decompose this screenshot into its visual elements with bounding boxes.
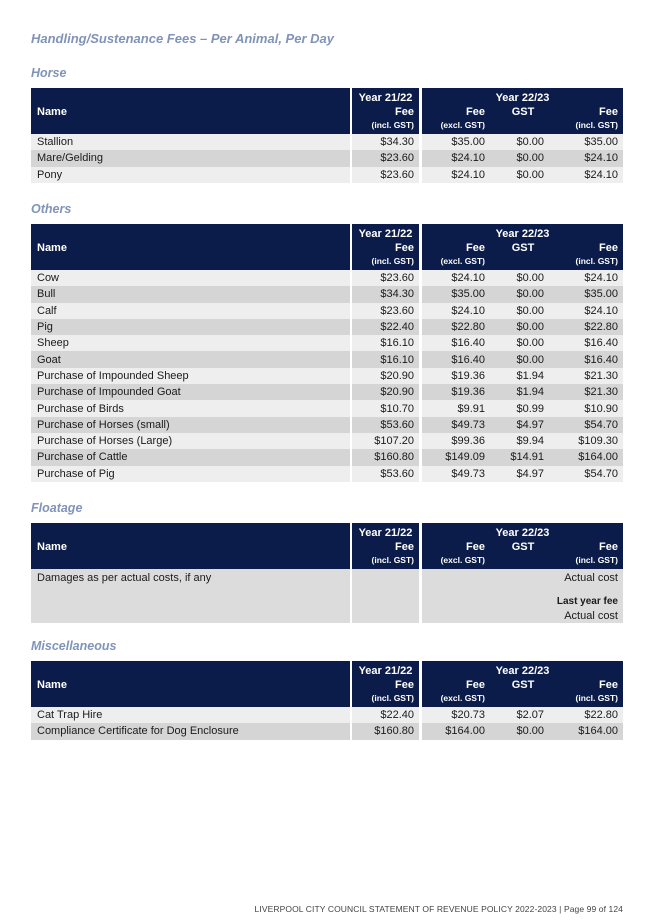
table-row	[31, 433, 623, 449]
table-row	[31, 167, 623, 183]
section-title-horse: Horse	[31, 66, 67, 80]
fee-2223-excl-gst: $16.40	[422, 351, 490, 367]
fee-2223-excl-gst: $24.10	[422, 150, 490, 166]
misc-fees-table	[31, 661, 623, 740]
column-header-name: Name	[31, 88, 350, 134]
row-name: Purchase of Horses (Large)	[31, 433, 350, 449]
column-header-gst: GST	[490, 678, 556, 692]
horse-fees-table	[31, 88, 623, 183]
column-header-year-prev: Year 21/22	[350, 661, 419, 678]
fee-2223-incl-gst: $164.00	[556, 723, 623, 739]
fee-2223-incl-gst: $24.10	[556, 303, 623, 319]
table-row	[31, 400, 623, 416]
table-row	[31, 335, 623, 351]
gst-2223: $0.99	[490, 400, 556, 416]
actual-cost-cell	[422, 569, 623, 623]
table-row	[31, 150, 623, 166]
column-header-gst: GST	[490, 241, 556, 255]
floatage-fees-table	[31, 523, 623, 623]
fee-2223-excl-gst: $164.00	[422, 723, 490, 739]
page-footer: LIVERPOOL CITY COUNCIL STATEMENT OF REVENUE POLICY 2022-2023 | Page 99 of 124	[254, 904, 623, 914]
fee-2223-incl-gst: $10.90	[556, 400, 623, 416]
fee-2122-incl-gst: $23.60	[350, 303, 419, 319]
column-subheader-excl-gst: (excl. GST)	[422, 692, 490, 707]
fee-2122-incl-gst: $53.60	[350, 417, 419, 433]
fee-2223-excl-gst: $24.10	[422, 167, 490, 183]
row-name: Mare/Gelding	[31, 150, 350, 166]
column-header-fee-prev: Fee	[350, 105, 419, 119]
column-header-year-cur: Year 22/23	[422, 88, 623, 105]
fee-2223-excl-gst: $49.73	[422, 417, 490, 433]
fee-2122-incl-gst: $20.90	[350, 384, 419, 400]
gst-2223: $0.00	[490, 150, 556, 166]
row-name: Damages as per actual costs, if any	[31, 569, 350, 623]
gst-2223: $1.94	[490, 384, 556, 400]
fee-2223-excl-gst: $22.80	[422, 319, 490, 335]
column-header-name: Name	[31, 224, 350, 270]
fee-2223-incl-gst: $16.40	[556, 335, 623, 351]
column-header-fee-incl: Fee	[556, 678, 623, 692]
column-subheader-incl-gst: (incl. GST)	[556, 692, 623, 707]
row-name: Purchase of Impounded Goat	[31, 384, 350, 400]
gst-2223: $0.00	[490, 723, 556, 739]
fee-2122-incl-gst: $23.60	[350, 150, 419, 166]
table-row	[31, 384, 623, 400]
fee-2223-excl-gst: $19.36	[422, 384, 490, 400]
row-name: Pig	[31, 319, 350, 335]
column-header-fee-prev: Fee	[350, 540, 419, 554]
column-subheader-incl-gst: (incl. GST)	[556, 119, 623, 134]
fee-2223-incl-gst: $16.40	[556, 351, 623, 367]
column-header-fee-excl: Fee	[422, 540, 490, 554]
section-title-miscellaneous: Miscellaneous	[31, 639, 117, 653]
column-subheader-incl-gst-prev: (incl. GST)	[350, 554, 419, 569]
row-name: Compliance Certificate for Dog Enclosure	[31, 723, 350, 739]
fee-2122-incl-gst: $20.90	[350, 368, 419, 384]
row-name: Purchase of Cattle	[31, 449, 350, 465]
fee-2223-excl-gst: $24.10	[422, 270, 490, 286]
column-subheader-incl-gst-prev: (incl. GST)	[350, 692, 419, 707]
table-row	[31, 569, 623, 623]
fee-2223-excl-gst: $16.40	[422, 335, 490, 351]
fee-2122-incl-gst: $23.60	[350, 270, 419, 286]
row-name: Purchase of Birds	[31, 400, 350, 416]
gst-2223: $0.00	[490, 286, 556, 302]
column-header-fee-incl: Fee	[556, 105, 623, 119]
table-row	[31, 319, 623, 335]
fee-2122-incl-gst: $16.10	[350, 335, 419, 351]
fee-2223-incl-gst: $21.30	[556, 368, 623, 384]
row-name: Cow	[31, 270, 350, 286]
row-name: Goat	[31, 351, 350, 367]
fee-2223-incl-gst: $24.10	[556, 167, 623, 183]
fee-2223-incl-gst: $22.80	[556, 707, 623, 723]
fee-2223-excl-gst: $99.36	[422, 433, 490, 449]
table-row	[31, 723, 623, 739]
fee-2223-incl-gst: $164.00	[556, 449, 623, 465]
row-name: Purchase of Pig	[31, 466, 350, 482]
row-name: Bull	[31, 286, 350, 302]
fee-2223-incl-gst: $24.10	[556, 270, 623, 286]
fee-2223-excl-gst: $49.73	[422, 466, 490, 482]
gst-2223: $0.00	[490, 134, 556, 150]
fee-2223-incl-gst: $24.10	[556, 150, 623, 166]
column-subheader-incl-gst-prev: (incl. GST)	[350, 119, 419, 134]
column-header-year-prev: Year 21/22	[350, 88, 419, 105]
fee-2122-incl-gst: $16.10	[350, 351, 419, 367]
row-name: Purchase of Impounded Sheep	[31, 368, 350, 384]
column-subheader-excl-gst: (excl. GST)	[422, 255, 490, 270]
gst-2223: $0.00	[490, 167, 556, 183]
column-header-year-prev: Year 21/22	[350, 224, 419, 241]
column-header-fee-excl: Fee	[422, 678, 490, 692]
table-row	[31, 466, 623, 482]
fee-2122-incl-gst: $34.30	[350, 134, 419, 150]
fee-2122-incl-gst: $22.40	[350, 707, 419, 723]
gst-2223: $2.07	[490, 707, 556, 723]
table-row	[31, 368, 623, 384]
table-row	[31, 270, 623, 286]
fee-2223-excl-gst: $149.09	[422, 449, 490, 465]
fee-2223-excl-gst: $24.10	[422, 303, 490, 319]
last-year-fee-value: Actual cost	[564, 610, 618, 622]
table-row	[31, 417, 623, 433]
table-row	[31, 303, 623, 319]
row-name: Sheep	[31, 335, 350, 351]
column-header-year-prev: Year 21/22	[350, 523, 419, 540]
fee-2122-incl-gst: $34.30	[350, 286, 419, 302]
gst-2223: $0.00	[490, 270, 556, 286]
fee-2223-incl-gst: $54.70	[556, 417, 623, 433]
fee-2223-incl-gst: $22.80	[556, 319, 623, 335]
column-header-year-cur: Year 22/23	[422, 661, 623, 678]
fee-2122-incl-gst: $53.60	[350, 466, 419, 482]
gst-2223: $0.00	[490, 335, 556, 351]
gst-2223: $0.00	[490, 351, 556, 367]
row-name: Stallion	[31, 134, 350, 150]
column-header-fee-incl: Fee	[556, 241, 623, 255]
fee-2223-excl-gst: $20.73	[422, 707, 490, 723]
fee-2122-incl-gst: $22.40	[350, 319, 419, 335]
fee-2223-excl-gst: $19.36	[422, 368, 490, 384]
gst-2223: $4.97	[490, 466, 556, 482]
column-header-year-cur: Year 22/23	[422, 224, 623, 241]
fee-2223-incl-gst: $109.30	[556, 433, 623, 449]
column-header-gst: GST	[490, 540, 556, 554]
column-header-name: Name	[31, 661, 350, 707]
gst-2223: $14.91	[490, 449, 556, 465]
fee-2223-incl-gst: $35.00	[556, 134, 623, 150]
fee-2122-incl-gst: $10.70	[350, 400, 419, 416]
fee-2223-incl-gst: $54.70	[556, 466, 623, 482]
table-row	[31, 707, 623, 723]
column-subheader-incl-gst: (incl. GST)	[556, 255, 623, 270]
actual-cost-value: Actual cost	[564, 572, 618, 584]
fee-2223-incl-gst: $35.00	[556, 286, 623, 302]
column-subheader-excl-gst: (excl. GST)	[422, 554, 490, 569]
section-title-floatage: Floatage	[31, 501, 83, 515]
fee-2223-excl-gst: $35.00	[422, 286, 490, 302]
column-header-year-cur: Year 22/23	[422, 523, 623, 540]
column-header-name: Name	[31, 523, 350, 569]
gst-2223: $4.97	[490, 417, 556, 433]
column-header-fee-prev: Fee	[350, 678, 419, 692]
gst-2223: $1.94	[490, 368, 556, 384]
gst-2223: $0.00	[490, 303, 556, 319]
gst-2223: $9.94	[490, 433, 556, 449]
column-subheader-incl-gst: (incl. GST)	[556, 554, 623, 569]
column-subheader-excl-gst: (excl. GST)	[422, 119, 490, 134]
column-header-fee-excl: Fee	[422, 241, 490, 255]
fee-2122-incl-gst: $160.80	[350, 449, 419, 465]
row-name: Purchase of Horses (small)	[31, 417, 350, 433]
others-fees-table	[31, 224, 623, 482]
gst-2223: $0.00	[490, 319, 556, 335]
column-subheader-incl-gst-prev: (incl. GST)	[350, 255, 419, 270]
row-name: Pony	[31, 167, 350, 183]
fee-2122-incl-gst: $107.20	[350, 433, 419, 449]
row-name: Cat Trap Hire	[31, 707, 350, 723]
fee-2223-incl-gst: $21.30	[556, 384, 623, 400]
table-row	[31, 134, 623, 150]
table-row	[31, 351, 623, 367]
fee-2223-excl-gst: $35.00	[422, 134, 490, 150]
fee-2122-incl-gst: $23.60	[350, 167, 419, 183]
last-year-fee-label: Last year fee	[556, 596, 618, 607]
fee-2223-excl-gst: $9.91	[422, 400, 490, 416]
fee-2122-incl-gst: $160.80	[350, 723, 419, 739]
page-title: Handling/Sustenance Fees – Per Animal, Per Day	[31, 31, 334, 46]
column-header-fee-excl: Fee	[422, 105, 490, 119]
column-header-fee-prev: Fee	[350, 241, 419, 255]
column-header-fee-incl: Fee	[556, 540, 623, 554]
table-row	[31, 449, 623, 465]
table-row	[31, 286, 623, 302]
section-title-others: Others	[31, 202, 72, 216]
column-header-gst: GST	[490, 105, 556, 119]
row-name: Calf	[31, 303, 350, 319]
